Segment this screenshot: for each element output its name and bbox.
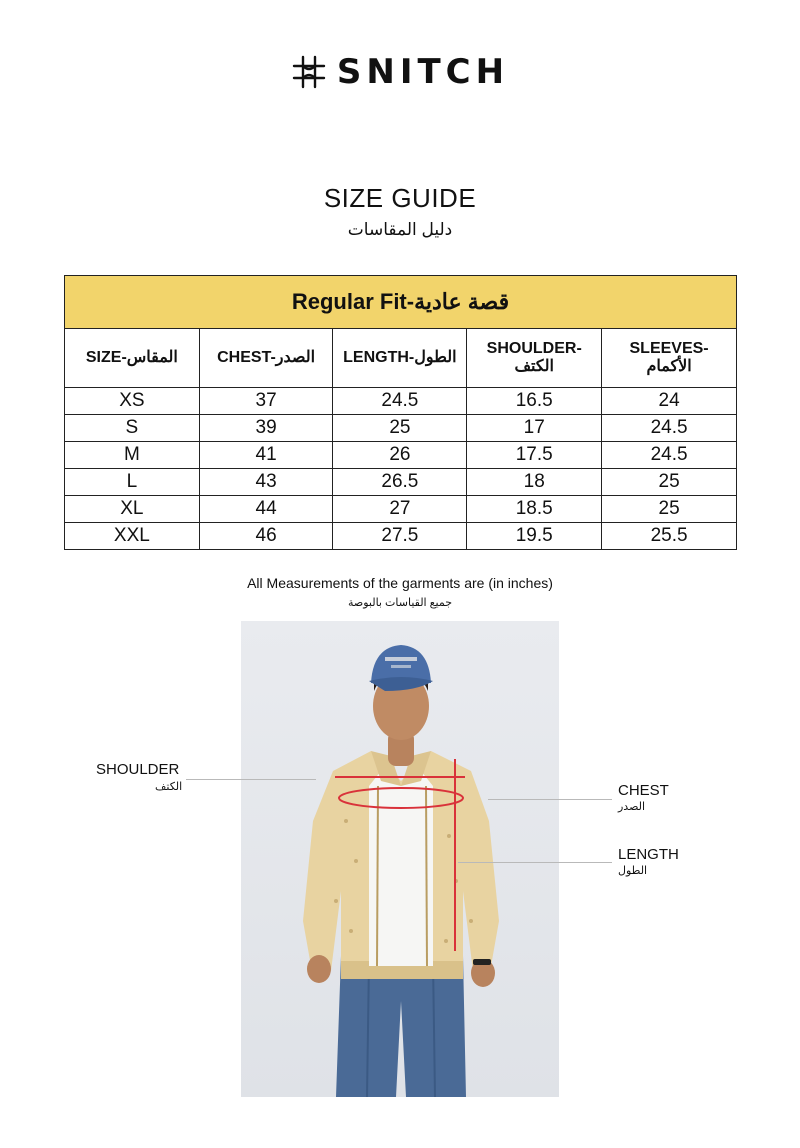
table-row <box>65 496 737 523</box>
column-header-sleeves: SLEEVES- الأكمام <box>602 329 737 388</box>
table-row <box>65 388 737 415</box>
table-row <box>65 442 737 469</box>
sleeves-cell: 25 <box>602 469 737 496</box>
measurement-note: All Measurements of the garments are (in inches) <box>247 575 553 591</box>
length-cell: 25 <box>333 415 467 442</box>
chest-cell: 44 <box>199 496 333 523</box>
shoulder-label-ar: الكتف <box>155 781 183 793</box>
chest-leader-line <box>488 799 612 800</box>
length-cell: 24.5 <box>333 388 467 415</box>
brand-name: SNITCH <box>336 52 510 92</box>
length-cell: 26 <box>333 442 467 469</box>
page-subtitle: دليل المقاسات <box>347 220 453 239</box>
column-header-chest: CHEST-الصدر <box>199 329 333 388</box>
size-table <box>64 275 737 550</box>
sleeves-cell: 24.5 <box>602 415 737 442</box>
shoulder-label: SHOULDER <box>96 761 180 778</box>
column-header-length: LENGTH-الطول <box>333 329 467 388</box>
sleeves-cell: 24.5 <box>602 442 737 469</box>
size-cell: XL <box>65 496 200 523</box>
measurement-note-ar: جميع القياسات بالبوصة <box>347 597 453 609</box>
chest-cell: 39 <box>199 415 333 442</box>
column-header-shoulder: SHOULDER- الكتف <box>467 329 602 388</box>
sleeves-cell: 25 <box>602 496 737 523</box>
size-cell: XXL <box>65 523 200 550</box>
chest-label-ar: الصدر <box>618 801 646 813</box>
length-cell: 27 <box>333 496 467 523</box>
length-cell: 26.5 <box>333 469 467 496</box>
shoulder-cell: 18.5 <box>467 496 602 523</box>
shoulder-cell: 17 <box>467 415 602 442</box>
model-illustration <box>241 621 559 1097</box>
size-cell: L <box>65 469 200 496</box>
length-label: LENGTH <box>618 846 679 863</box>
size-cell: S <box>65 415 200 442</box>
chest-cell: 46 <box>199 523 333 550</box>
sleeves-cell: 25.5 <box>602 523 737 550</box>
shoulder-leader-line <box>186 779 316 780</box>
fit-label: Regular Fit-قصة عادية <box>65 276 737 329</box>
shoulder-cell: 16.5 <box>467 388 602 415</box>
shoulder-cell: 18 <box>467 469 602 496</box>
chest-cell: 43 <box>199 469 333 496</box>
table-row <box>65 469 737 496</box>
brand-logo <box>0 52 800 92</box>
size-cell: M <box>65 442 200 469</box>
model-photo <box>241 621 559 1097</box>
shoulder-cell: 19.5 <box>467 523 602 550</box>
shoulder-cell: 17.5 <box>467 442 602 469</box>
length-leader-line <box>458 862 612 863</box>
sleeves-cell: 24 <box>602 388 737 415</box>
column-header-size: SIZE-المقاس <box>65 329 200 388</box>
fit-header-row <box>65 276 737 329</box>
size-cell: XS <box>65 388 200 415</box>
chest-cell: 37 <box>199 388 333 415</box>
length-label-ar: الطول <box>618 865 648 877</box>
table-row <box>65 415 737 442</box>
column-header-row <box>65 329 737 388</box>
length-cell: 27.5 <box>333 523 467 550</box>
chest-cell: 41 <box>199 442 333 469</box>
table-row <box>65 523 737 550</box>
hash-grid-icon <box>291 54 327 90</box>
chest-label: CHEST <box>618 782 669 799</box>
page-title: SIZE GUIDE <box>323 183 477 213</box>
